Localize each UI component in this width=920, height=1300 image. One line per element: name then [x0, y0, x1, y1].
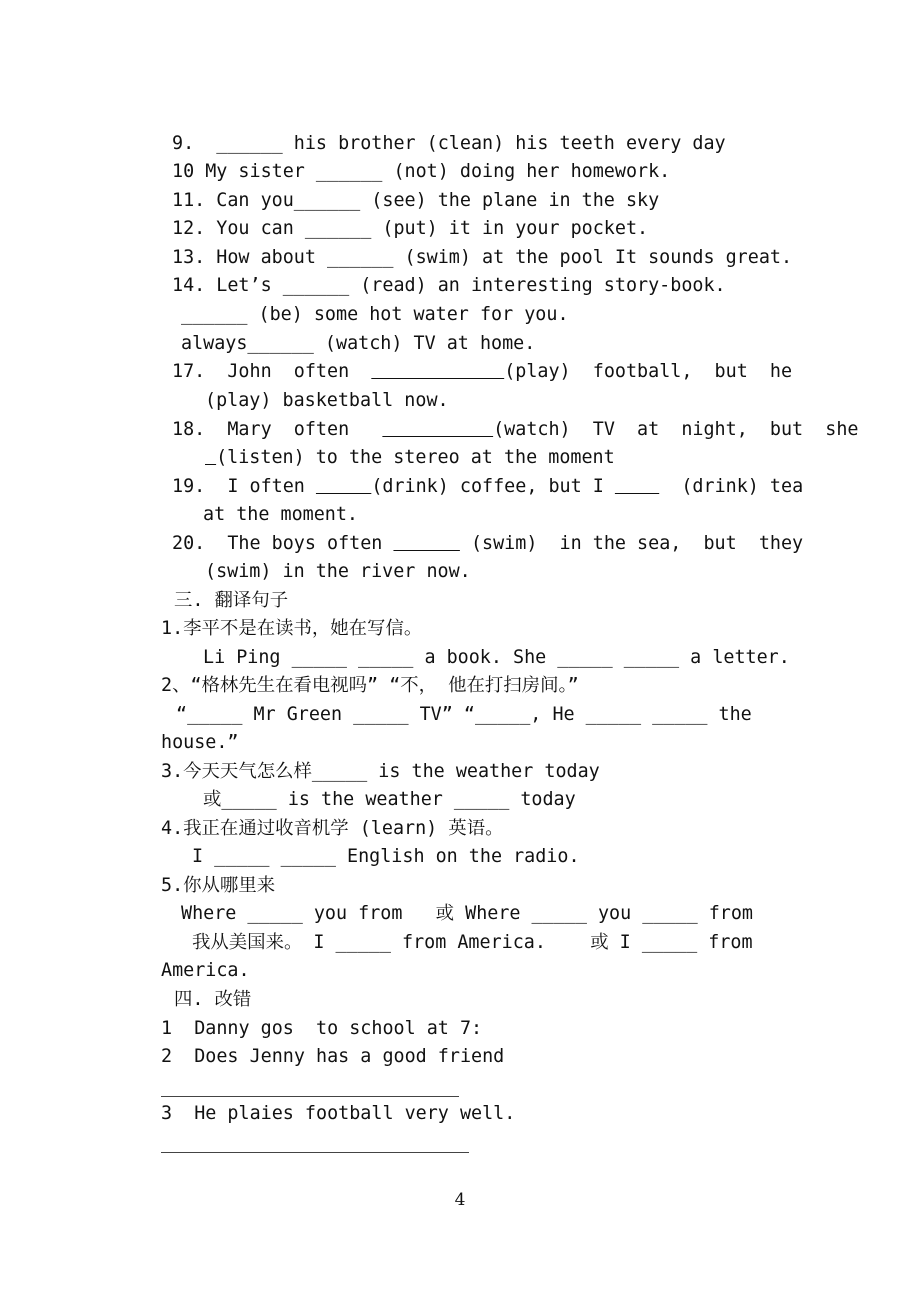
answer-line-3[interactable]	[161, 1152, 469, 1153]
translate-2-english: “_____ Mr Green _____ TV” “_____, He _____ _____ the	[176, 704, 752, 725]
section-3-heading: 三. 翻译句子	[174, 590, 289, 611]
question-10: 10 My sister ______ (not) doing her homework.	[172, 161, 671, 182]
question-13: 13. How about ______ (swim) at the pool It sounds great.	[172, 247, 793, 268]
translate-3-chinese: 3.今天天气怎么样_____ is the weather today	[161, 761, 600, 782]
question-17: 17. John often (play) football, but he	[172, 361, 793, 382]
question-19: 19. I often (drink) coffee, but I (drink) tea	[172, 476, 804, 497]
translate-5-english: Where _____ you from 或 Where _____ you _____ from	[181, 903, 753, 924]
question-19-continued: at the moment.	[203, 504, 359, 525]
answer-line-2[interactable]	[161, 1096, 459, 1097]
answer-blank[interactable]	[382, 419, 493, 440]
answer-blank[interactable]	[393, 533, 459, 554]
question-18: 18. Mary often (watch) TV at night, but she	[172, 419, 859, 440]
correction-1: 1 Danny gos to school at 7:	[161, 1018, 483, 1039]
translate-5-answer: 我从美国来。 I _____ from America. 或 I _____ from	[192, 932, 753, 953]
question-20: 20. The boys often (swim) in the sea, but they	[172, 533, 804, 554]
page-number: 4	[454, 1190, 466, 1210]
translate-5-chinese: 5.你从哪里来	[161, 875, 276, 896]
question-12: 12. You can ______ (put) it in your pocket.	[172, 218, 649, 239]
translate-1-chinese: 1.李平不是在读书，她在写信。	[161, 618, 423, 639]
answer-blank[interactable]	[371, 361, 504, 382]
translate-1-english: Li Ping _____ _____ a book. She _____ _____ a letter.	[203, 647, 790, 668]
question-11: 11. Can you______ (see) the plane in the sky	[172, 190, 660, 211]
question-9: 9. ______ his brother (clean) his teeth every day	[172, 133, 726, 154]
correction-2: 2 Does Jenny has a good friend	[161, 1046, 505, 1067]
question-17-continued: (play) basketball now.	[205, 390, 449, 411]
answer-blank[interactable]	[205, 447, 216, 468]
translate-2-english-continued: house.”	[161, 732, 239, 753]
correction-3: 3 He plaies football very well.	[161, 1103, 516, 1124]
question-14: 14. Let’s ______ (read) an interesting story-book.	[172, 275, 726, 296]
answer-blank[interactable]	[316, 476, 371, 497]
question-16: always______ (watch) TV at home.	[181, 333, 536, 354]
question-18-continued: (listen) to the stereo at the moment	[205, 447, 615, 469]
translate-4-english: I _____ _____ English on the radio.	[192, 846, 580, 867]
translate-3-alternative: 或_____ is the weather _____ today	[203, 789, 576, 810]
answer-blank[interactable]	[615, 476, 659, 497]
translate-2-chinese: 2、“格林先生在看电视吗” “不， 他在打扫房间。”	[161, 675, 579, 696]
section-4-heading: 四. 改错	[174, 989, 252, 1010]
question-20-continued: (swim) in the river now.	[205, 561, 471, 582]
translate-4-chinese: 4.我正在通过收音机学 (learn) 英语。	[161, 818, 504, 839]
translate-5-answer-continued: America.	[161, 960, 250, 981]
question-15: ______ (be) some hot water for you.	[181, 304, 569, 325]
